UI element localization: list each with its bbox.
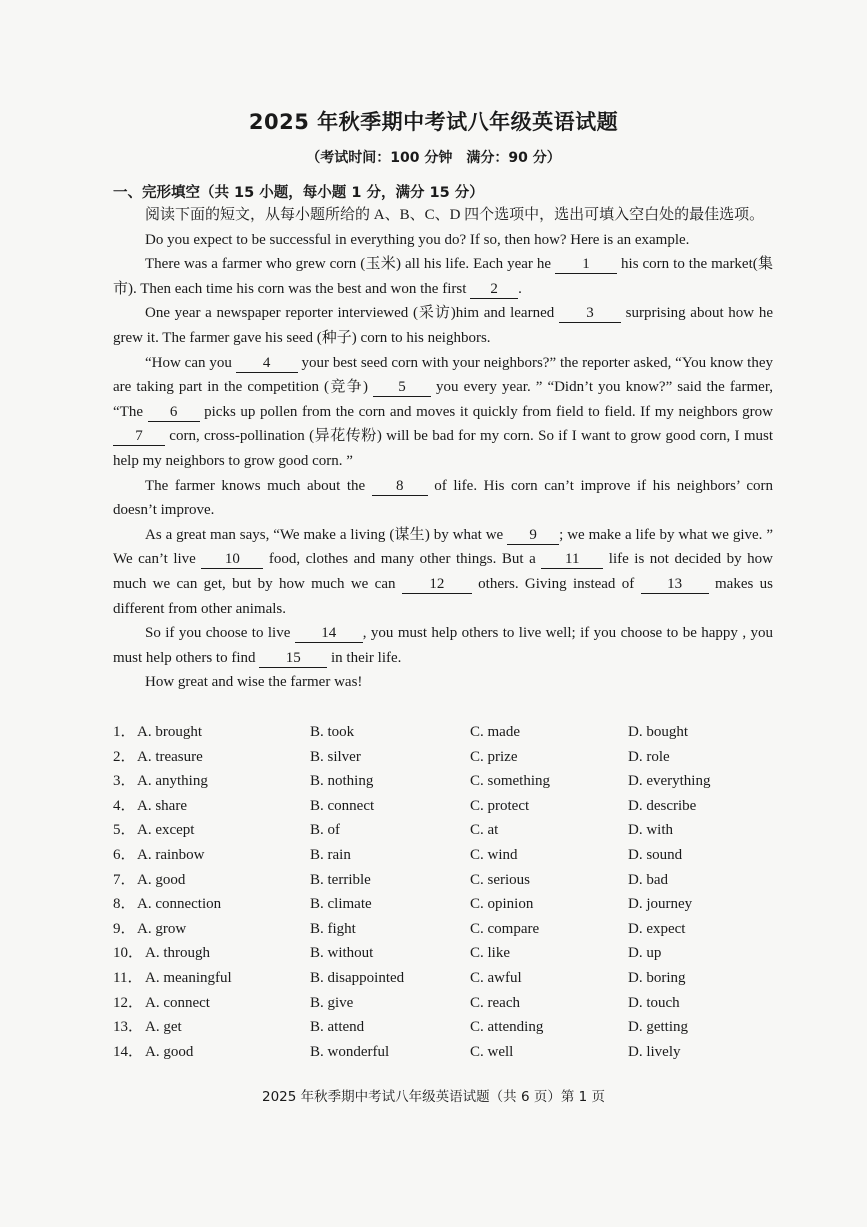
blank-14: 14 (295, 624, 363, 643)
option-a: A. good (137, 871, 186, 888)
text-run: his corn to the market(集市). Then each time his corn was the best and won the first (113, 256, 773, 297)
paragraph (113, 351, 773, 474)
option-d: D. everything (628, 773, 711, 790)
option-a: A. brought (137, 724, 202, 740)
blank-2: 2 (470, 280, 518, 299)
blank-10: 10 (201, 550, 263, 569)
option-a: A. share (137, 797, 187, 814)
option-d: D. with (628, 822, 673, 839)
options-list (113, 720, 793, 1064)
question-number: 14． (113, 1043, 144, 1060)
option-c: C. like (470, 945, 510, 962)
option-a: A. except (137, 822, 195, 839)
text-run: One year a newspaper reporter interviewed (采访)him and learned (145, 305, 559, 322)
option-c: C. well (470, 1043, 514, 1060)
question-number: 1． (113, 724, 136, 740)
option-a: A. through (145, 945, 210, 962)
question-number: 6． (113, 846, 136, 863)
option-c: C. something (470, 773, 551, 790)
option-a: A. anything (137, 773, 208, 790)
text-run: corn, cross-pollination (异花传粉) will be bad for my corn. So if I want to grow good corn, I must help my neighbors to grow good corn. ” (113, 428, 773, 469)
option-b: B. attend (310, 1019, 365, 1036)
option-a: A. good (145, 1043, 194, 1060)
option-row (113, 941, 793, 966)
option-c: C. at (470, 822, 499, 839)
paragraph: Do you expect to be successful in everything you do? If so, then how? Here is an example. (145, 231, 690, 248)
option-d: D. expect (628, 920, 686, 937)
option-row (113, 868, 793, 893)
question-number: 12． (113, 994, 144, 1011)
text-run: makes us different from other animals. (113, 575, 773, 617)
text-run: , you must help others to live well; if you choose to be happy , you must help others to find (113, 625, 773, 666)
option-a: A. connect (145, 994, 210, 1011)
option-a: A. connection (137, 896, 222, 913)
exam-info: （考试时间：100 分钟 满分：90 分） (306, 150, 561, 166)
text-run: surprising about how he grew it. The farmer gave his seed (种子) corn to his neighbors. (113, 305, 773, 346)
option-d: D. journey (628, 896, 693, 913)
question-number: 11． (113, 969, 143, 986)
option-d: D. role (628, 748, 670, 765)
page-title: 2025 年秋季期中考试八年级英语试题 (248, 110, 619, 134)
text-run: others. Giving instead of (471, 575, 641, 592)
text-run: you every year. ” “Didn’t you know?” said the farmer, “The (113, 379, 773, 420)
option-d: D. sound (628, 846, 683, 863)
text-run: As a great man says, “We make a living (谋生) by what we (145, 526, 508, 543)
option-c: C. prize (470, 748, 518, 765)
text-run: food, clothes and many other things. But a (263, 551, 542, 568)
option-a: A. get (145, 1019, 182, 1036)
option-row (113, 769, 793, 794)
paragraph: How great and wise the farmer was! (145, 674, 363, 691)
question-number: 9． (113, 920, 136, 937)
option-d: D. lively (628, 1043, 681, 1060)
option-row (113, 966, 793, 991)
blank-7: 7 (113, 427, 165, 446)
option-d: D. bought (628, 724, 688, 740)
option-a: A. treasure (137, 748, 203, 765)
blank-9: 9 (507, 526, 559, 545)
option-b: B. rain (310, 846, 351, 863)
question-number: 13． (113, 1019, 144, 1036)
option-row (113, 917, 793, 942)
paragraph (113, 301, 773, 350)
option-b: B. connect (310, 797, 375, 814)
option-c: C. protect (470, 797, 530, 814)
option-row (113, 1015, 793, 1040)
blank-1: 1 (555, 255, 617, 274)
option-d: D. up (628, 945, 662, 962)
option-c: C. opinion (470, 896, 534, 913)
option-b: B. give (310, 994, 354, 1011)
section-heading: 一、完形填空（共 15 小题，每小题 1 分，满分 15 分） (113, 185, 484, 201)
option-c: C. awful (470, 969, 522, 986)
text-run: So if you choose to live (145, 625, 295, 642)
blank-4: 4 (236, 354, 298, 373)
paragraph (113, 523, 773, 621)
blank-11: 11 (541, 550, 603, 569)
text-run: picks up pollen from the corn and moves it quickly from field to field. If my neighbors grow (199, 403, 773, 420)
option-d: D. bad (628, 871, 668, 888)
option-row (113, 720, 793, 745)
page-footer: 2025 年秋季期中考试八年级英语试题（共 6 页）第 1 页 (262, 1089, 605, 1105)
blank-3: 3 (559, 304, 621, 323)
option-d: D. getting (628, 1019, 688, 1036)
question-number: 10． (113, 945, 144, 962)
option-d: D. describe (628, 797, 697, 814)
text-run: The farmer knows much about the (145, 477, 372, 494)
paragraph (113, 474, 773, 523)
question-number: 3． (113, 773, 136, 790)
option-b: B. took (310, 724, 355, 740)
option-b: B. of (310, 822, 340, 839)
paragraph (113, 621, 773, 670)
option-c: C. wind (470, 846, 518, 863)
option-b: B. disappointed (310, 969, 405, 986)
option-row (113, 745, 793, 770)
option-b: B. silver (310, 748, 361, 765)
option-a: A. meaningful (145, 969, 232, 986)
text-run: “How can you (145, 354, 236, 371)
blank-8: 8 (372, 477, 428, 496)
option-row (113, 1040, 793, 1065)
text-run: your best seed corn with your neighbors?” the reporter asked, “You know they are taking part in the competition (竞争) (113, 354, 773, 396)
option-b: B. without (310, 945, 374, 962)
option-c: C. attending (470, 1019, 544, 1036)
option-b: B. climate (310, 896, 372, 913)
question-number: 4． (113, 797, 136, 814)
question-number: 8． (113, 896, 136, 913)
question-number: 2． (113, 748, 136, 765)
option-row (113, 843, 793, 868)
option-b: B. fight (310, 920, 356, 937)
option-d: D. boring (628, 969, 686, 986)
option-row (113, 818, 793, 843)
text-run: life is not decided by how much we can get, but by how much we can (113, 551, 773, 592)
option-a: A. grow (137, 920, 187, 937)
option-c: C. reach (470, 994, 520, 1011)
text-run: of life. His corn can’t improve if his neighbors’ corn doesn’t improve. (113, 477, 774, 519)
option-c: C. serious (470, 871, 530, 888)
option-b: B. nothing (310, 773, 374, 790)
option-b: B. wonderful (310, 1043, 390, 1060)
option-b: B. terrible (310, 871, 371, 888)
instruction-text: 阅读下面的短文，从每小题所给的 A、B、C、D 四个选项中，选出可填入空白处的最佳选项。 (145, 207, 765, 223)
text-run: There was a farmer who grew corn (玉米) all his life. Each year he (145, 256, 556, 273)
option-d: D. touch (628, 994, 680, 1011)
blank-5: 5 (373, 378, 431, 397)
blank-13: 13 (641, 575, 709, 594)
question-number: 5． (113, 822, 136, 839)
option-row (113, 991, 793, 1016)
blank-12: 12 (402, 575, 472, 594)
option-c: C. made (470, 724, 520, 740)
paragraph (113, 252, 773, 301)
option-row (113, 892, 793, 917)
text-run: ; we make a life by what we give. ” We can’t live (113, 526, 773, 568)
option-c: C. compare (470, 920, 540, 937)
blank-15: 15 (259, 649, 327, 668)
cloze-passage (113, 203, 773, 695)
blank-6: 6 (148, 403, 200, 422)
question-number: 7． (113, 871, 136, 888)
option-row (113, 794, 793, 819)
option-a: A. rainbow (137, 846, 205, 863)
text-run: in their life. (327, 649, 402, 666)
text-run: . (518, 280, 522, 297)
